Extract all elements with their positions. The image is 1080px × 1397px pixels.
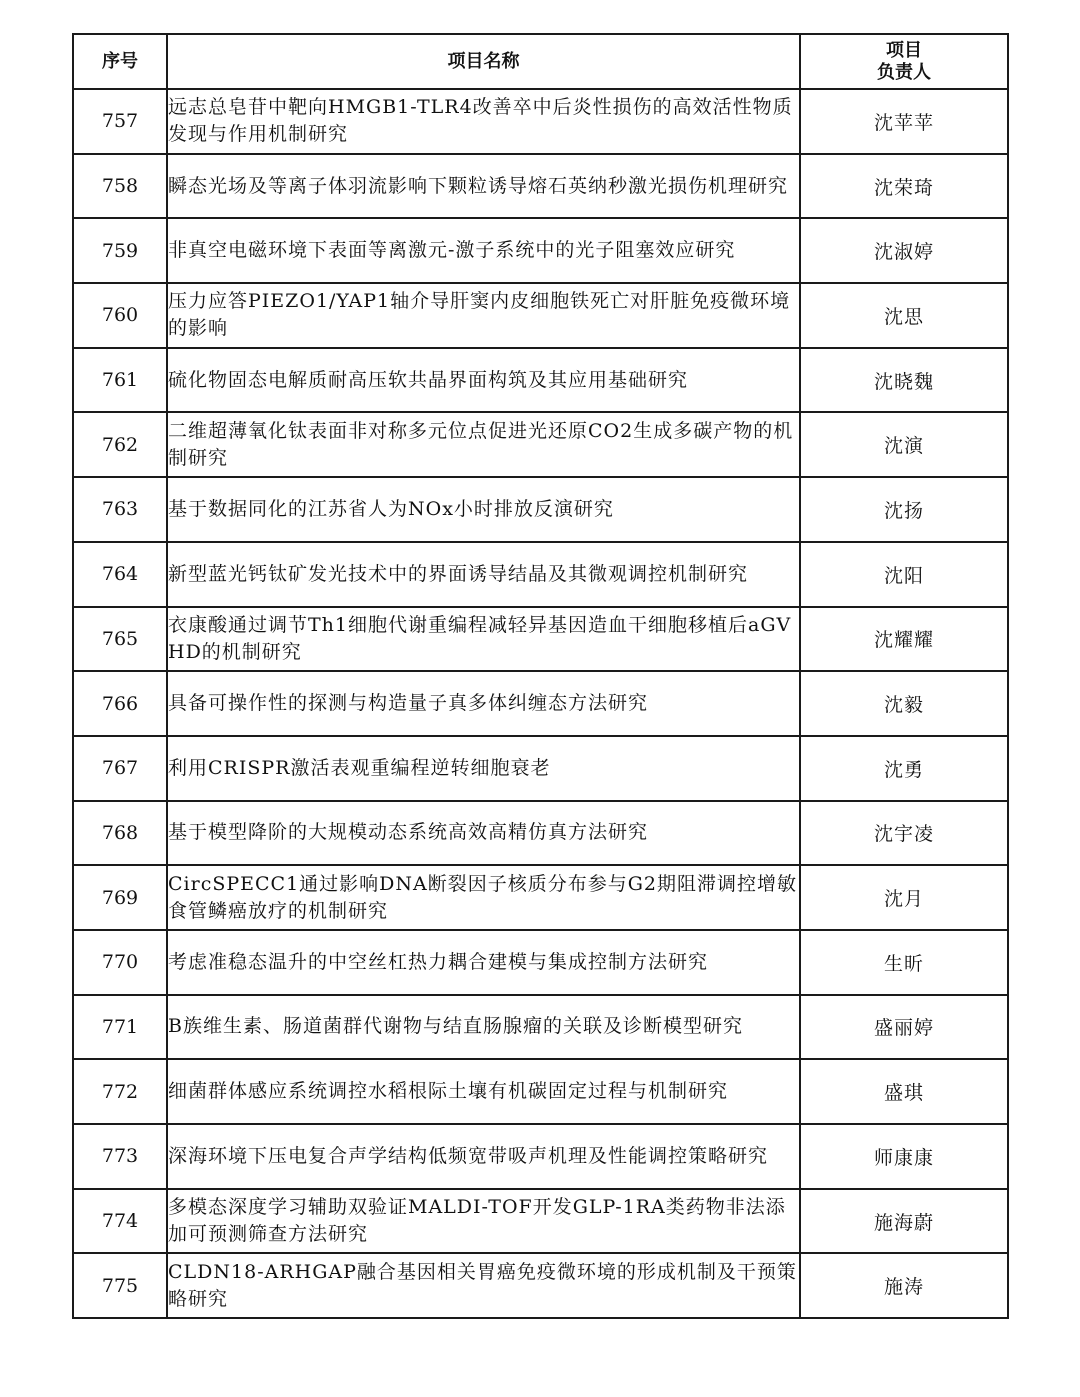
serial-number-cell: 770 (73, 930, 167, 995)
project-name-cell: 考虑准稳态温升的中空丝杠热力耦合建模与集成控制方法研究 (167, 930, 800, 995)
project-leader-cell: 沈晓魏 (800, 348, 1008, 413)
table-row (73, 1189, 1008, 1254)
serial-number-cell: 772 (73, 1059, 167, 1124)
project-leader-cell: 沈勇 (800, 736, 1008, 801)
project-name-cell: 具备可操作性的探测与构造量子真多体纠缠态方法研究 (167, 671, 800, 736)
project-name-cell: 基于数据同化的江苏省人为NOx小时排放反演研究 (167, 477, 800, 542)
project-leader-cell: 施涛 (800, 1253, 1008, 1318)
header-leader-line1: 项目 (886, 39, 922, 61)
table-row (73, 1124, 1008, 1189)
project-leader-cell: 沈月 (800, 865, 1008, 930)
table-row (73, 1253, 1008, 1318)
serial-number-cell: 764 (73, 542, 167, 607)
serial-number-cell: 757 (73, 89, 167, 154)
project-leader-cell: 沈思 (800, 283, 1008, 348)
serial-number-cell: 775 (73, 1253, 167, 1318)
project-name-cell: 瞬态光场及等离子体羽流影响下颗粒诱导熔石英纳秒激光损伤机理研究 (167, 154, 800, 219)
serial-number-cell: 758 (73, 154, 167, 219)
table-row (73, 89, 1008, 154)
table-row (73, 477, 1008, 542)
serial-number-cell: 763 (73, 477, 167, 542)
header-serial-number: 序号 (73, 34, 167, 89)
project-name-cell: 新型蓝光钙钛矿发光技术中的界面诱导结晶及其微观调控机制研究 (167, 542, 800, 607)
project-name-cell: 二维超薄氧化钛表面非对称多元位点促进光还原CO2生成多碳产物的机制研究 (167, 412, 800, 477)
project-leader-cell: 沈阳 (800, 542, 1008, 607)
project-name-cell: 利用CRISPR激活表观重编程逆转细胞衰老 (167, 736, 800, 801)
header-row (73, 34, 1008, 89)
serial-number-cell: 769 (73, 865, 167, 930)
project-leader-cell: 师康康 (800, 1124, 1008, 1189)
project-name-cell: 基于模型降阶的大规模动态系统高效高精仿真方法研究 (167, 801, 800, 866)
project-name-cell: B族维生素、肠道菌群代谢物与结直肠腺瘤的关联及诊断模型研究 (167, 995, 800, 1060)
header-project-leader (800, 34, 1008, 89)
serial-number-cell: 774 (73, 1189, 167, 1254)
project-name-cell: 细菌群体感应系统调控水稻根际土壤有机碳固定过程与机制研究 (167, 1059, 800, 1124)
table-row (73, 995, 1008, 1060)
serial-number-cell: 768 (73, 801, 167, 866)
serial-number-cell: 759 (73, 218, 167, 283)
project-name-cell: 远志总皂苷中靶向HMGB1-TLR4改善卒中后炎性损伤的高效活性物质发现与作用机制研究 (167, 89, 800, 154)
project-leader-cell: 沈宇凌 (800, 801, 1008, 866)
table-row (73, 348, 1008, 413)
table-row (73, 865, 1008, 930)
table-row (73, 736, 1008, 801)
project-leader-cell: 盛丽婷 (800, 995, 1008, 1060)
project-name-cell: 压力应答PIEZO1/YAP1轴介导肝窦内皮细胞铁死亡对肝脏免疫微环境的影响 (167, 283, 800, 348)
table-row (73, 412, 1008, 477)
table-row (73, 801, 1008, 866)
project-name-cell: 多模态深度学习辅助双验证MALDI-TOF开发GLP-1RA类药物非法添加可预测筛查方法研究 (167, 1189, 800, 1254)
project-leader-cell: 沈淑婷 (800, 218, 1008, 283)
project-leader-cell: 沈耀耀 (800, 607, 1008, 672)
table-row (73, 542, 1008, 607)
project-name-cell: CircSPECC1通过影响DNA断裂因子核质分布参与G2期阻滞调控增敏食管鳞癌放疗的机制研究 (167, 865, 800, 930)
project-leader-cell: 盛琪 (800, 1059, 1008, 1124)
table-row (73, 671, 1008, 736)
serial-number-cell: 761 (73, 348, 167, 413)
table-row (73, 283, 1008, 348)
serial-number-cell: 767 (73, 736, 167, 801)
project-table (72, 33, 1009, 1319)
table-row (73, 930, 1008, 995)
table-row (73, 154, 1008, 219)
serial-number-cell: 765 (73, 607, 167, 672)
serial-number-cell: 762 (73, 412, 167, 477)
project-name-cell: 非真空电磁环境下表面等离激元-激子系统中的光子阻塞效应研究 (167, 218, 800, 283)
table-row (73, 218, 1008, 283)
project-leader-cell: 沈荣琦 (800, 154, 1008, 219)
project-name-cell: 硫化物固态电解质耐高压软共晶界面构筑及其应用基础研究 (167, 348, 800, 413)
header-project-name: 项目名称 (167, 34, 800, 89)
table-row (73, 1059, 1008, 1124)
serial-number-cell: 771 (73, 995, 167, 1060)
project-leader-cell: 沈扬 (800, 477, 1008, 542)
table-body (73, 89, 1008, 1318)
project-leader-cell: 施海蔚 (800, 1189, 1008, 1254)
project-leader-cell: 沈苹苹 (800, 89, 1008, 154)
serial-number-cell: 773 (73, 1124, 167, 1189)
project-leader-cell: 生昕 (800, 930, 1008, 995)
project-name-cell: 深海环境下压电复合声学结构低频宽带吸声机理及性能调控策略研究 (167, 1124, 800, 1189)
project-leader-cell: 沈毅 (800, 671, 1008, 736)
table-row (73, 607, 1008, 672)
serial-number-cell: 760 (73, 283, 167, 348)
project-name-cell: CLDN18-ARHGAP融合基因相关胃癌免疫微环境的形成机制及干预策略研究 (167, 1253, 800, 1318)
project-leader-cell: 沈演 (800, 412, 1008, 477)
serial-number-cell: 766 (73, 671, 167, 736)
header-leader-line2: 负责人 (877, 61, 931, 83)
project-name-cell: 衣康酸通过调节Th1细胞代谢重编程减轻异基因造血干细胞移植后aGVHD的机制研究 (167, 607, 800, 672)
